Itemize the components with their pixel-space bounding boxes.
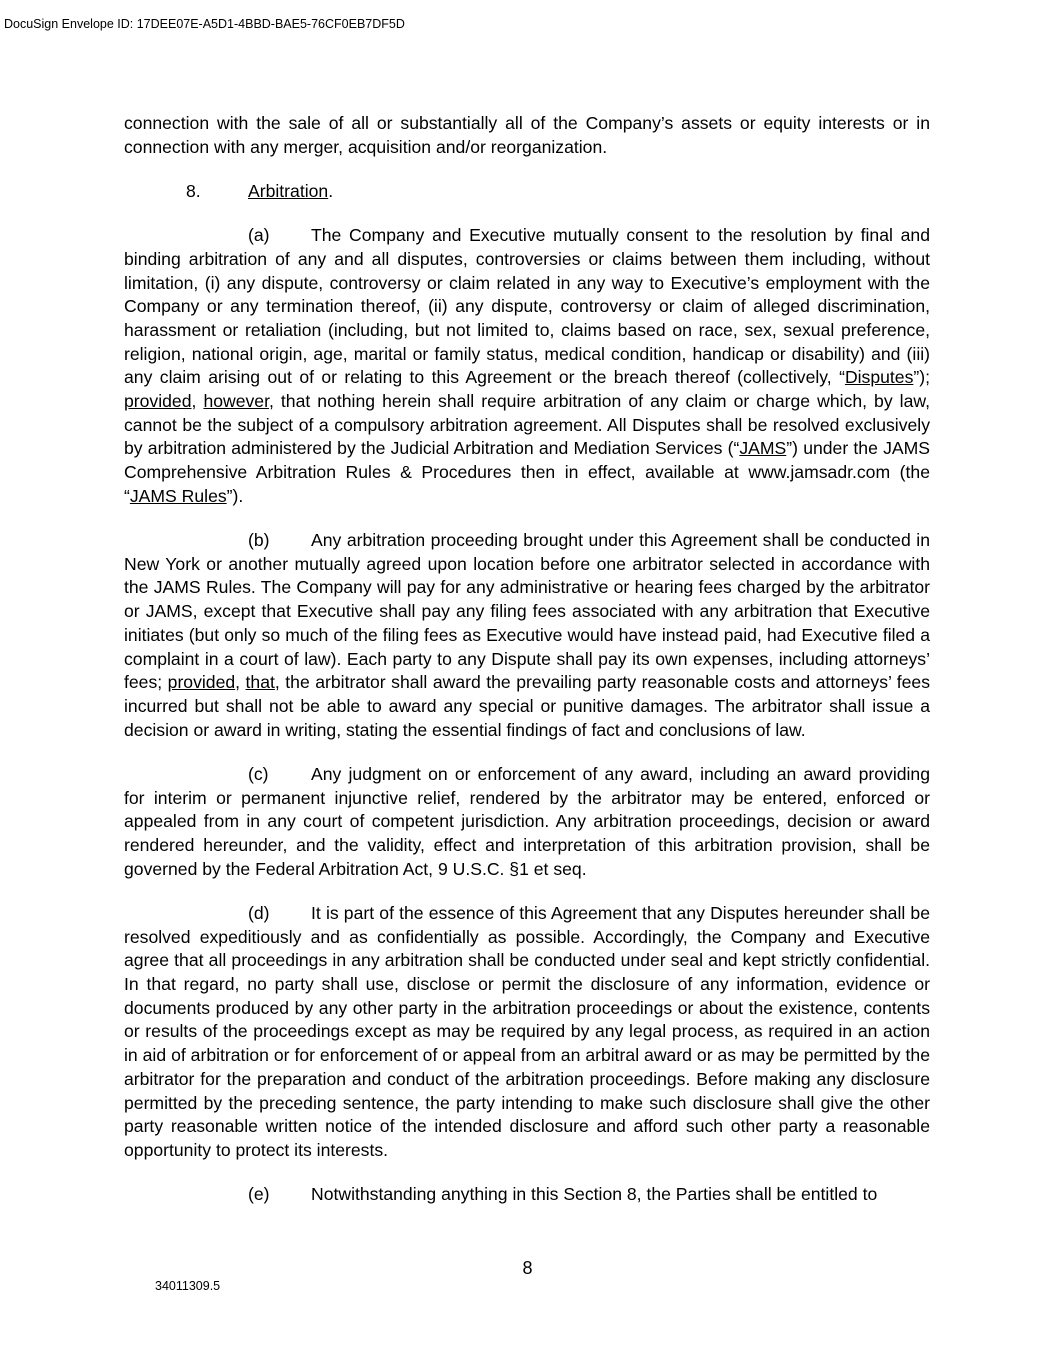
paragraph-e: (e) Notwithstanding anything in this Section 8, the Parties shall be entitled to bbox=[124, 1183, 930, 1207]
term-however: however bbox=[203, 391, 269, 412]
term-jams-rules: JAMS Rules bbox=[129, 485, 227, 506]
term-provided-b: provided bbox=[167, 672, 236, 693]
paragraph-c-label: (c) bbox=[248, 763, 269, 784]
section-number: 8. bbox=[186, 180, 201, 201]
paragraph-c: (c) Any judgment on or enforcement of any award, including an award providing for interim or permanent injunctive relief, rendered by the arbitrator may be entered, enforced or appealed from in any court of competent jurisdiction. Any arbitration proceedings, decision or award rendered hereunder, and the validity, effect and interpretation of this arbitration provision, shall be governed by the Federal Arbitration Act, 9 U.S.C. §1 et seq. bbox=[124, 763, 930, 879]
envelope-id: DocuSign Envelope ID: 17DEE07E-A5D1-4BBD-BAE5-76CF0EB7DF5D bbox=[4, 17, 405, 31]
document-number: 34011309.5 bbox=[155, 1279, 221, 1293]
paragraph-a-label: (a) bbox=[248, 225, 270, 246]
document-body bbox=[124, 112, 930, 1207]
term-provided: provided bbox=[124, 391, 192, 412]
paragraph-b: (b) Any arbitration proceeding brought under this Agreement shall be conducted in New York or another mutually agreed upon location before one arbitrator selected in accordance with the JAMS Rules. The Company will pay for any administrative or hearing fees charged by the arbitrator or JAMS, except that Executive shall pay any filing fees associated with any arbitration that Executive initiates (but only so much of the filing fees as Executive would have instead paid, had Executive filed a complaint in a court of law). Each party to any Dispute shall pay its own expenses, including attorneys’ fees; provided, that, the arbitrator shall award the prevailing party reasonable costs and attorneys’ fees incurred but shall not be able to award any special or punitive damages. The arbitrator shall issue a decision or award in writing, stating the essential findings of fact and conclusions of law. bbox=[124, 530, 930, 740]
term-that: that bbox=[245, 672, 275, 693]
term-jams: JAMS bbox=[739, 438, 787, 459]
page-number: 8 bbox=[522, 1258, 533, 1278]
paragraph-b-label: (b) bbox=[248, 530, 270, 551]
paragraph-d-label: (d) bbox=[248, 902, 270, 923]
section-title: Arbitration bbox=[248, 180, 329, 201]
intro-paragraph: connection with the sale of all or substantially all of the Company’s assets or equity interests or in connection with any merger, acquisition and/or reorganization. bbox=[124, 113, 930, 157]
paragraph-d: (d) It is part of the essence of this Agreement that any Disputes hereunder shall be resolved expeditiously and as confidentially as possible. Accordingly, the Company and Executive agree that all proceedings in any arbitration shall be conducted under seal and kept strictly confidential. In that regard, no party shall use, disclose or permit the disclosure of any information, evidence or documents produced by any other party in the arbitration proceedings or about the existence, contents or results of the proceedings except as may be required by any legal process, as required in an action in aid of arbitration or for enforcement of or appeal from an arbitral award or as may be permitted by the arbitrator for the preparation and conduct of the arbitration proceedings. Before making any disclosure permitted by the preceding sentence, the party intending to make such disclosure shall give the other party reasonable written notice of the intended disclosure and afford such other party a reasonable opportunity to protect its interests. bbox=[124, 902, 930, 1160]
paragraph-e-label: (e) bbox=[248, 1184, 270, 1205]
section-heading: 8. Arbitration. bbox=[124, 180, 930, 204]
term-disputes: Disputes bbox=[844, 367, 914, 388]
paragraph-a: (a) The Company and Executive mutually consent to the resolution by final and binding arbitration of any and all disputes, controversies or claims between them including, without limitation, (i) any dispute, controversy or claim related in any way to Executive’s employment with the Company or any termination thereof, (ii) any dispute, controversy or claim of alleged discrimination, harassment or retaliation (including, but not limited to, claims based on race, sex, sexual preference, religion, national origin, age, marital or family status, medical condition, handicap or disability) and (iii) any claim arising out of or relating to this Agreement or the breach thereof (collectively, “Disputes”); provided, however, that nothing herein shall require arbitration of any claim or charge which, by law, cannot be the subject of a compulsory arbitration agreement. All Disputes shall be resolved exclusively by arbitration administered by the Judicial Arbitration and Mediation Services (“JAMS”) under the JAMS Comprehensive Arbitration Rules & Procedures then in effect, available at www.jamsadr.com (the “JAMS Rules”). bbox=[124, 225, 930, 506]
